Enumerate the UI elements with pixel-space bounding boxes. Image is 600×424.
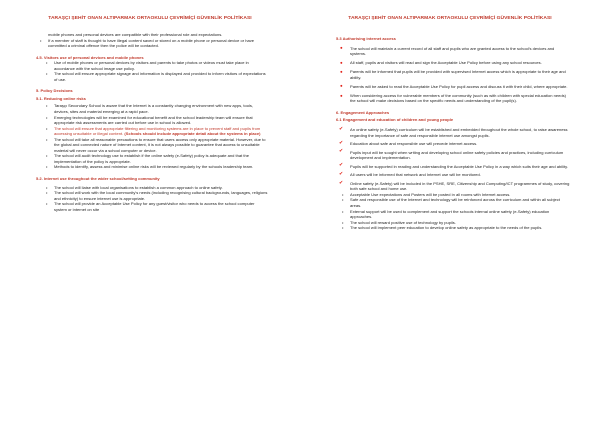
s51-list [42, 103, 268, 170]
list-item: ✔ Online safety (e-Safety) will be included in the PSHE, SRE, Citizenship and Computing/ICT programmes of study, covering both safe school and home use. [338, 181, 570, 192]
s61-bullet-list [338, 192, 570, 231]
list-item: • Methods to identify, assess and minimise online risks will be reviewed regularly by the schools leadership team. [42, 164, 268, 170]
section-4-5-title: 4.5. Visitors use of personal devices and mobile phones [36, 54, 144, 60]
s61-check-list [338, 127, 570, 192]
list-item: ✔ An online safety (e-Safety) curriculum will be established and embedded throughout the whole school, to raise awareness regarding the importance of safe and responsible internet use amongst pupils. [338, 127, 570, 138]
list-item: • Acceptable Use expectations and Posters will be posted in all rooms with Internet access. [338, 192, 570, 198]
left-content [36, 32, 268, 212]
list-item: ✔ Pupils input will be sought when writing and developing school online safety policies and practices, including curriculum development and implementation. [338, 150, 570, 161]
section-6-1-title: 6.1 Engagement and education of children and young people [336, 117, 454, 123]
list-item: • The school will reward positive use of technology by pupils. [338, 220, 570, 226]
list-item: • Emerging technologies will be examined for educational benefit and the school leadership team will ensure that appropriate risk assessments are carried out before use in school is allowed. [42, 115, 268, 126]
section-5-2-title: 5.2. Internet use throughout the wider school/setting community [36, 176, 160, 182]
list-item: • The school will ensure appropriate signage and information is displayed and provided to inform visitors of expectations of use. [42, 71, 268, 82]
list-item: ● All staff, pupils and visitors will read and sign the Acceptable Use Policy before using any school resources. [338, 60, 570, 66]
list-item: • External support will be used to complement and support the schools internal online safety (e-Safety) education approaches. [338, 209, 570, 220]
list-item: • The school will provide an Acceptable Use Policy for any guest/visitor who needs to access the school computer system or internet on site [42, 201, 268, 212]
list-item: mobile phones and personal devices are compatible with their professional role and expectations. [48, 32, 223, 37]
s53-list [338, 46, 570, 104]
s52-list [42, 185, 268, 213]
s45-list [42, 60, 268, 82]
section-5-1-title: 5.1. Reducing online risks [36, 95, 86, 101]
red-note: The school will ensure that appropriate filtering and monitoring systems are in place to prevent staff and pupils from accessing unsuitable or illegal content. [54, 125, 261, 137]
list-item: • If a member of staff is thought to have illegal content saved or stored on a mobile phone or personal device or have committed a criminal offence then the police will be contacted. [36, 38, 268, 49]
list-item: • The school will audit technology use to establish if the online safety (e-Safety) policy is adequate and that the implementation of the policy is appropriate. [42, 153, 268, 164]
page-header: TARAŞÇI ŞEHİT ONAN ALTIPARMAK ORTAOKULU ÇEVRİMİÇİ GÜVENLİK POLİTİKASI [48, 16, 252, 21]
list-item: ✔ Pupils will be supported in reading and understanding the Acceptable Use Policy in a way which suits their age and ability. [338, 164, 570, 170]
list-item: • The school will implement peer education to develop online safety as appropriate to the needs of the pupils. [338, 225, 570, 231]
list-item: • Safe and responsible use of the Internet and technology will be reinforced across the curriculum and within all subject areas. [338, 197, 570, 208]
list-item: ● Parents will be asked to read the Acceptable Use Policy for pupil access and discuss it with their child, where appropriate. [338, 84, 570, 90]
list-item: ✔ All users will be informed that network and Internet use will be monitored. [338, 172, 570, 178]
page-header: TARAŞÇI ŞEHİT ONAN ALTIPARMAK ORTAOKULU ÇEVRİMİÇİ GÜVENLİK POLİTİKASI [348, 16, 552, 21]
list-item: • Use of mobile phones or personal devices by visitors and parents to take photos or videos must take place in accordance with the school image use policy. [42, 60, 268, 71]
section-6-title: 6. Engagement Approaches [336, 109, 390, 115]
list-item: • The school will liaise with local organisations to establish a common approach to online safety. [42, 185, 268, 191]
section-5-3-title: 5.3 Authorising internet access [336, 36, 396, 41]
list-item: • Taraşçı Secondary School is aware that the Internet is a constantly changing environment with new apps, tools, devices, sites and material emerging at a rapid pace. [42, 103, 268, 114]
list-item: • The school will work with the local community's needs (including recognising cultural backgrounds, languages, religions and ethnicity) to ensure internet use is appropriate. [42, 190, 268, 201]
list-item: ● When considering access for vulnerable members of the community (such as with children with special education needs) the school will make decisions based on the specific needs and understanding of the pupil(s). [338, 93, 570, 104]
right-content [336, 36, 570, 231]
list-item: ● The school will maintain a current record of all staff and pupils who are granted access to the school's devices and systems. [338, 46, 570, 57]
list-item [42, 126, 268, 137]
list-item: ● Parents will be informed that pupils will be provided with supervised Internet access which is appropriate to their age and ability. [338, 69, 570, 80]
list-item: ✔ Education about safe and responsible use will precede internet access. [338, 141, 570, 147]
page-right [300, 0, 600, 424]
intro-list [36, 32, 268, 49]
list-item: • The school will take all reasonable precautions to ensure that users access only appropriate material. However, due to the global and connected nature of Internet content, it is not always possible to guarantee that access to unsuitable material will never occur via a school computer or device. [42, 137, 268, 154]
section-5-title: 5. Policy Decisions [36, 88, 73, 94]
red-note-bold: (Schools should include appropriate detail about the systems in place) [124, 131, 261, 137]
